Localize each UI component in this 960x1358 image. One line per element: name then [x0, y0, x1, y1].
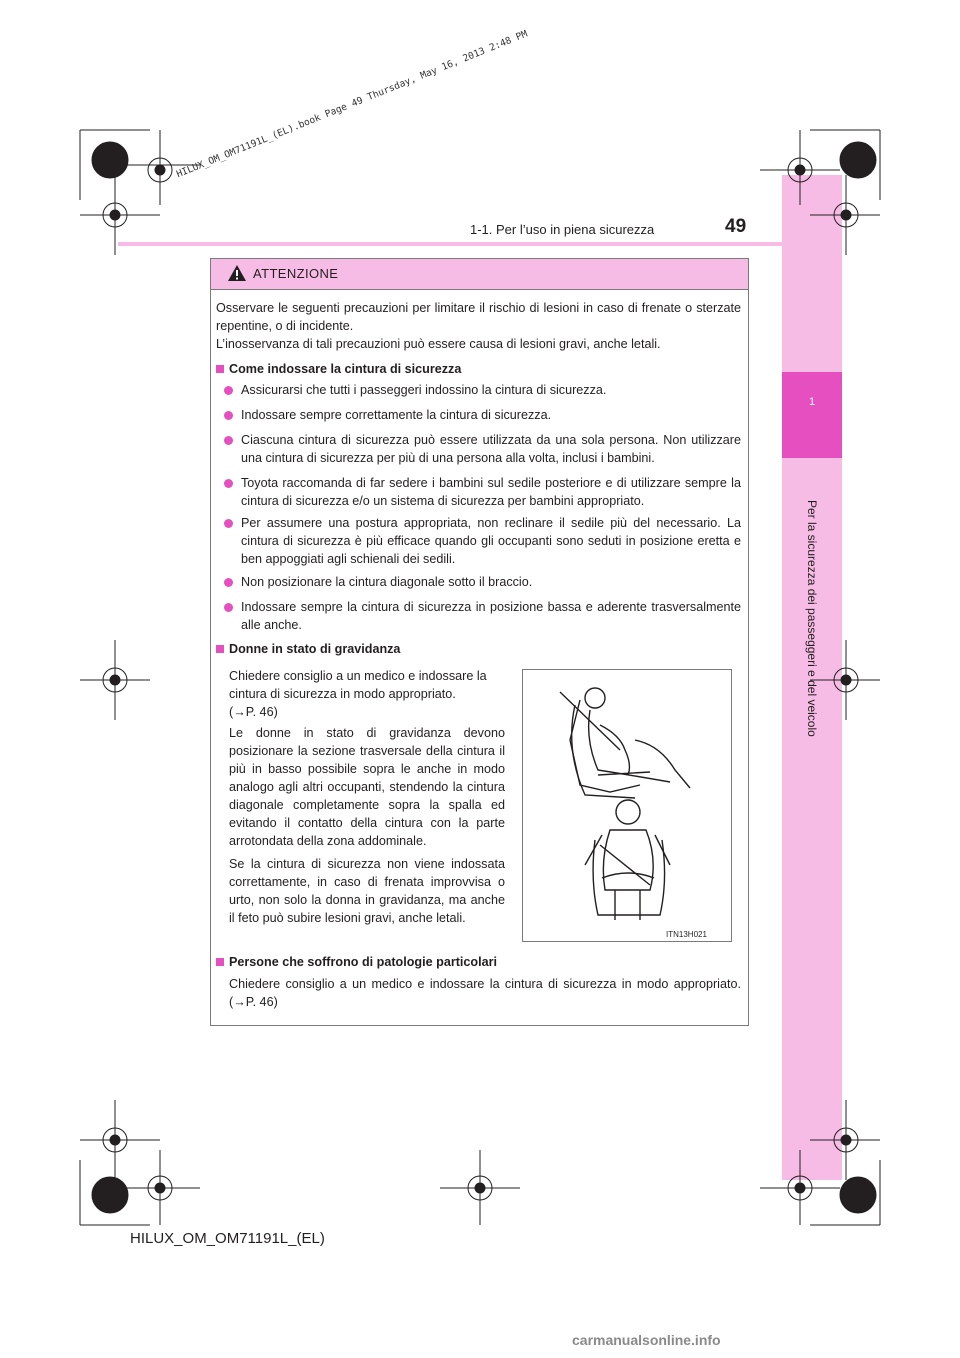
- warning-triangle-icon: [227, 264, 247, 282]
- list-item: Toyota raccomanda di far sedere i bambini sul sedile posteriore e di utilizzare sempre la cintura di sicurezza e/o un sistema di sicurezza per bambini appropriato.: [241, 474, 741, 510]
- warning-intro: Osservare le seguenti precauzioni per limitare il rischio di lesioni in caso di frenate o sterzate repentine, o di incidente.: [216, 301, 741, 333]
- square-bullet-icon: [216, 958, 224, 966]
- square-bullet-icon: [216, 645, 224, 653]
- medical-condition-advice: Chiedere consiglio a un medico e indossare la cintura di sicurezza in modo appropriato. (→P. 46): [229, 977, 741, 1009]
- illustration-code: ITN13H021: [666, 930, 707, 939]
- document-code: HILUX_OM_OM71191L_(EL): [130, 1230, 325, 1247]
- bullet-icon: [224, 436, 233, 445]
- section-heading-1: Come indossare la cintura di sicurezza: [216, 360, 461, 378]
- bullet-icon: [224, 603, 233, 612]
- warning-title: ATTENZIONE: [253, 266, 339, 281]
- book-info-stamp: HILUX_OM_OM71191L_(EL).book Page 49 Thursday, May 16, 2013 2:48 PM: [175, 28, 530, 181]
- pregnancy-advice: Chiedere consiglio a un medico e indossare la cintura di sicurezza in modo appropriato. (→P. 46): [229, 669, 487, 719]
- list-item: Assicurarsi che tutti i passeggeri indossino la cintura di sicurezza.: [241, 381, 741, 399]
- list-item: Non posizionare la cintura diagonale sotto il braccio.: [241, 573, 741, 591]
- header-divider: [118, 242, 783, 246]
- bullet-icon: [224, 386, 233, 395]
- bullet-icon: [224, 519, 233, 528]
- chapter-title: Per la sicurezza dei passeggeri e del veicolo: [805, 500, 819, 737]
- chapter-number: 1: [808, 396, 816, 408]
- section-heading-3: Persone che soffrono di patologie particolari: [216, 953, 497, 971]
- bullet-icon: [224, 411, 233, 420]
- page-reference-link[interactable]: (→P. 46): [229, 705, 278, 719]
- warning-intro-2: L’inosservanza di tali precauzioni può essere causa di lesioni gravi, anche letali.: [216, 337, 661, 351]
- bullet-icon: [224, 578, 233, 587]
- pregnancy-belt-position: Le donne in stato di gravidanza devono posizionare la sezione trasversale della cintura il più in basso possibile sopra le anche in modo analogo agli altri occupanti, stendendo la cintura diagonale completamente sopra la spalla ed evitando il contatto della cintura con la parte arrotondata della zona addominale.: [229, 726, 505, 848]
- watermark: carmanualsonline.info: [572, 1332, 721, 1348]
- list-item: Ciascuna cintura di sicurezza può essere utilizzata da una sola persona. Non utilizzare una cintura di sicurezza per più di una persona alla volta, inclusi i bambini.: [241, 431, 741, 467]
- pregnancy-warning: Se la cintura di sicurezza non viene indossata correttamente, in caso di frenata improvvisa o urto, non solo la donna in gravidanza, ma anche il feto può subire lesioni gravi, anche letali.: [229, 857, 505, 925]
- chapter-tab[interactable]: [782, 372, 842, 458]
- bullet-icon: [224, 479, 233, 488]
- section-heading-2: Donne in stato di gravidanza: [216, 640, 400, 658]
- list-item: Per assumere una postura appropriata, non reclinare il sedile più del necessario. La cintura di sicurezza è più efficace quando gli occupanti sono seduti in posizione eretta e ben appoggiati agli schienali dei sedili.: [241, 514, 741, 568]
- list-item: Indossare sempre correttamente la cintura di sicurezza.: [241, 406, 741, 424]
- seatbelt-figure-image: [540, 680, 720, 930]
- square-bullet-icon: [216, 365, 224, 373]
- page-number: 49: [725, 216, 747, 237]
- section-title: 1-1. Per l’uso in piena sicurezza: [470, 222, 655, 237]
- list-item: Indossare sempre la cintura di sicurezza in posizione bassa e aderente trasversalmente alle anche.: [241, 598, 741, 634]
